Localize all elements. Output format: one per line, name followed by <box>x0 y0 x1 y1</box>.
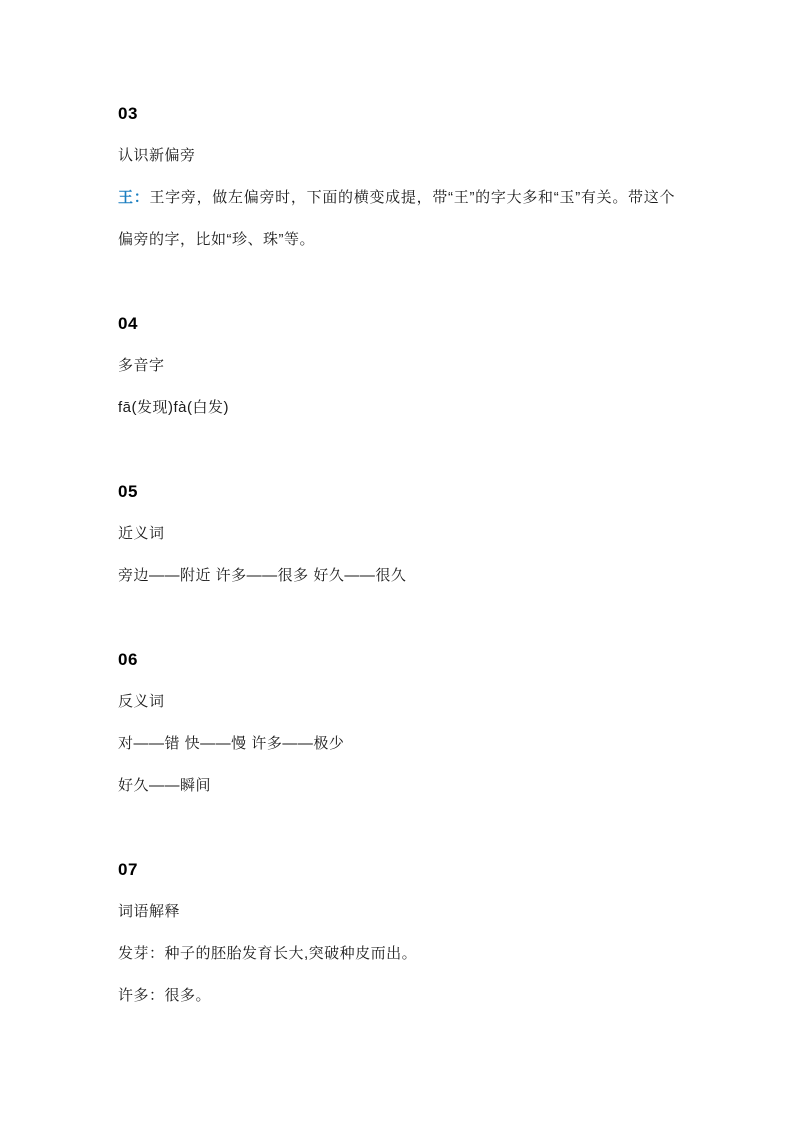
section-paragraph: 发芽：种子的胚胎发育长大,突破种皮而出。 <box>118 945 418 962</box>
section-number: 03 <box>118 104 138 123</box>
section-title: 近义词 <box>118 525 165 542</box>
section-title: 多音字 <box>118 357 165 374</box>
section-06 <box>118 639 675 807</box>
paragraph-text: 王字旁，做左偏旁时，下面的横变成提，带“王”的字大多和“玉”有关。带这个偏旁的字，比如“珍、珠”等。 <box>118 189 675 248</box>
section-number: 06 <box>118 650 138 669</box>
section-05 <box>118 471 675 597</box>
radical-lead: 王： <box>118 189 150 206</box>
section-paragraph: 旁边——附近 许多——很多 好久——很久 <box>118 567 407 584</box>
section-paragraph <box>118 177 675 261</box>
section-paragraph: 对——错 快——慢 许多——极少 <box>118 735 345 752</box>
section-paragraph: fā(发现)fà(白发) <box>118 399 230 416</box>
section-number: 04 <box>118 314 138 333</box>
section-title: 反义词 <box>118 693 165 710</box>
section-title: 词语解释 <box>118 903 181 920</box>
section-03 <box>118 93 675 261</box>
section-title: 认识新偏旁 <box>118 147 196 164</box>
section-paragraph: 好久——瞬间 <box>118 777 212 794</box>
section-paragraph: 许多：很多。 <box>118 987 212 1004</box>
section-number: 07 <box>118 860 138 879</box>
section-07 <box>118 849 675 1017</box>
section-number: 05 <box>118 482 138 501</box>
section-04 <box>118 303 675 429</box>
